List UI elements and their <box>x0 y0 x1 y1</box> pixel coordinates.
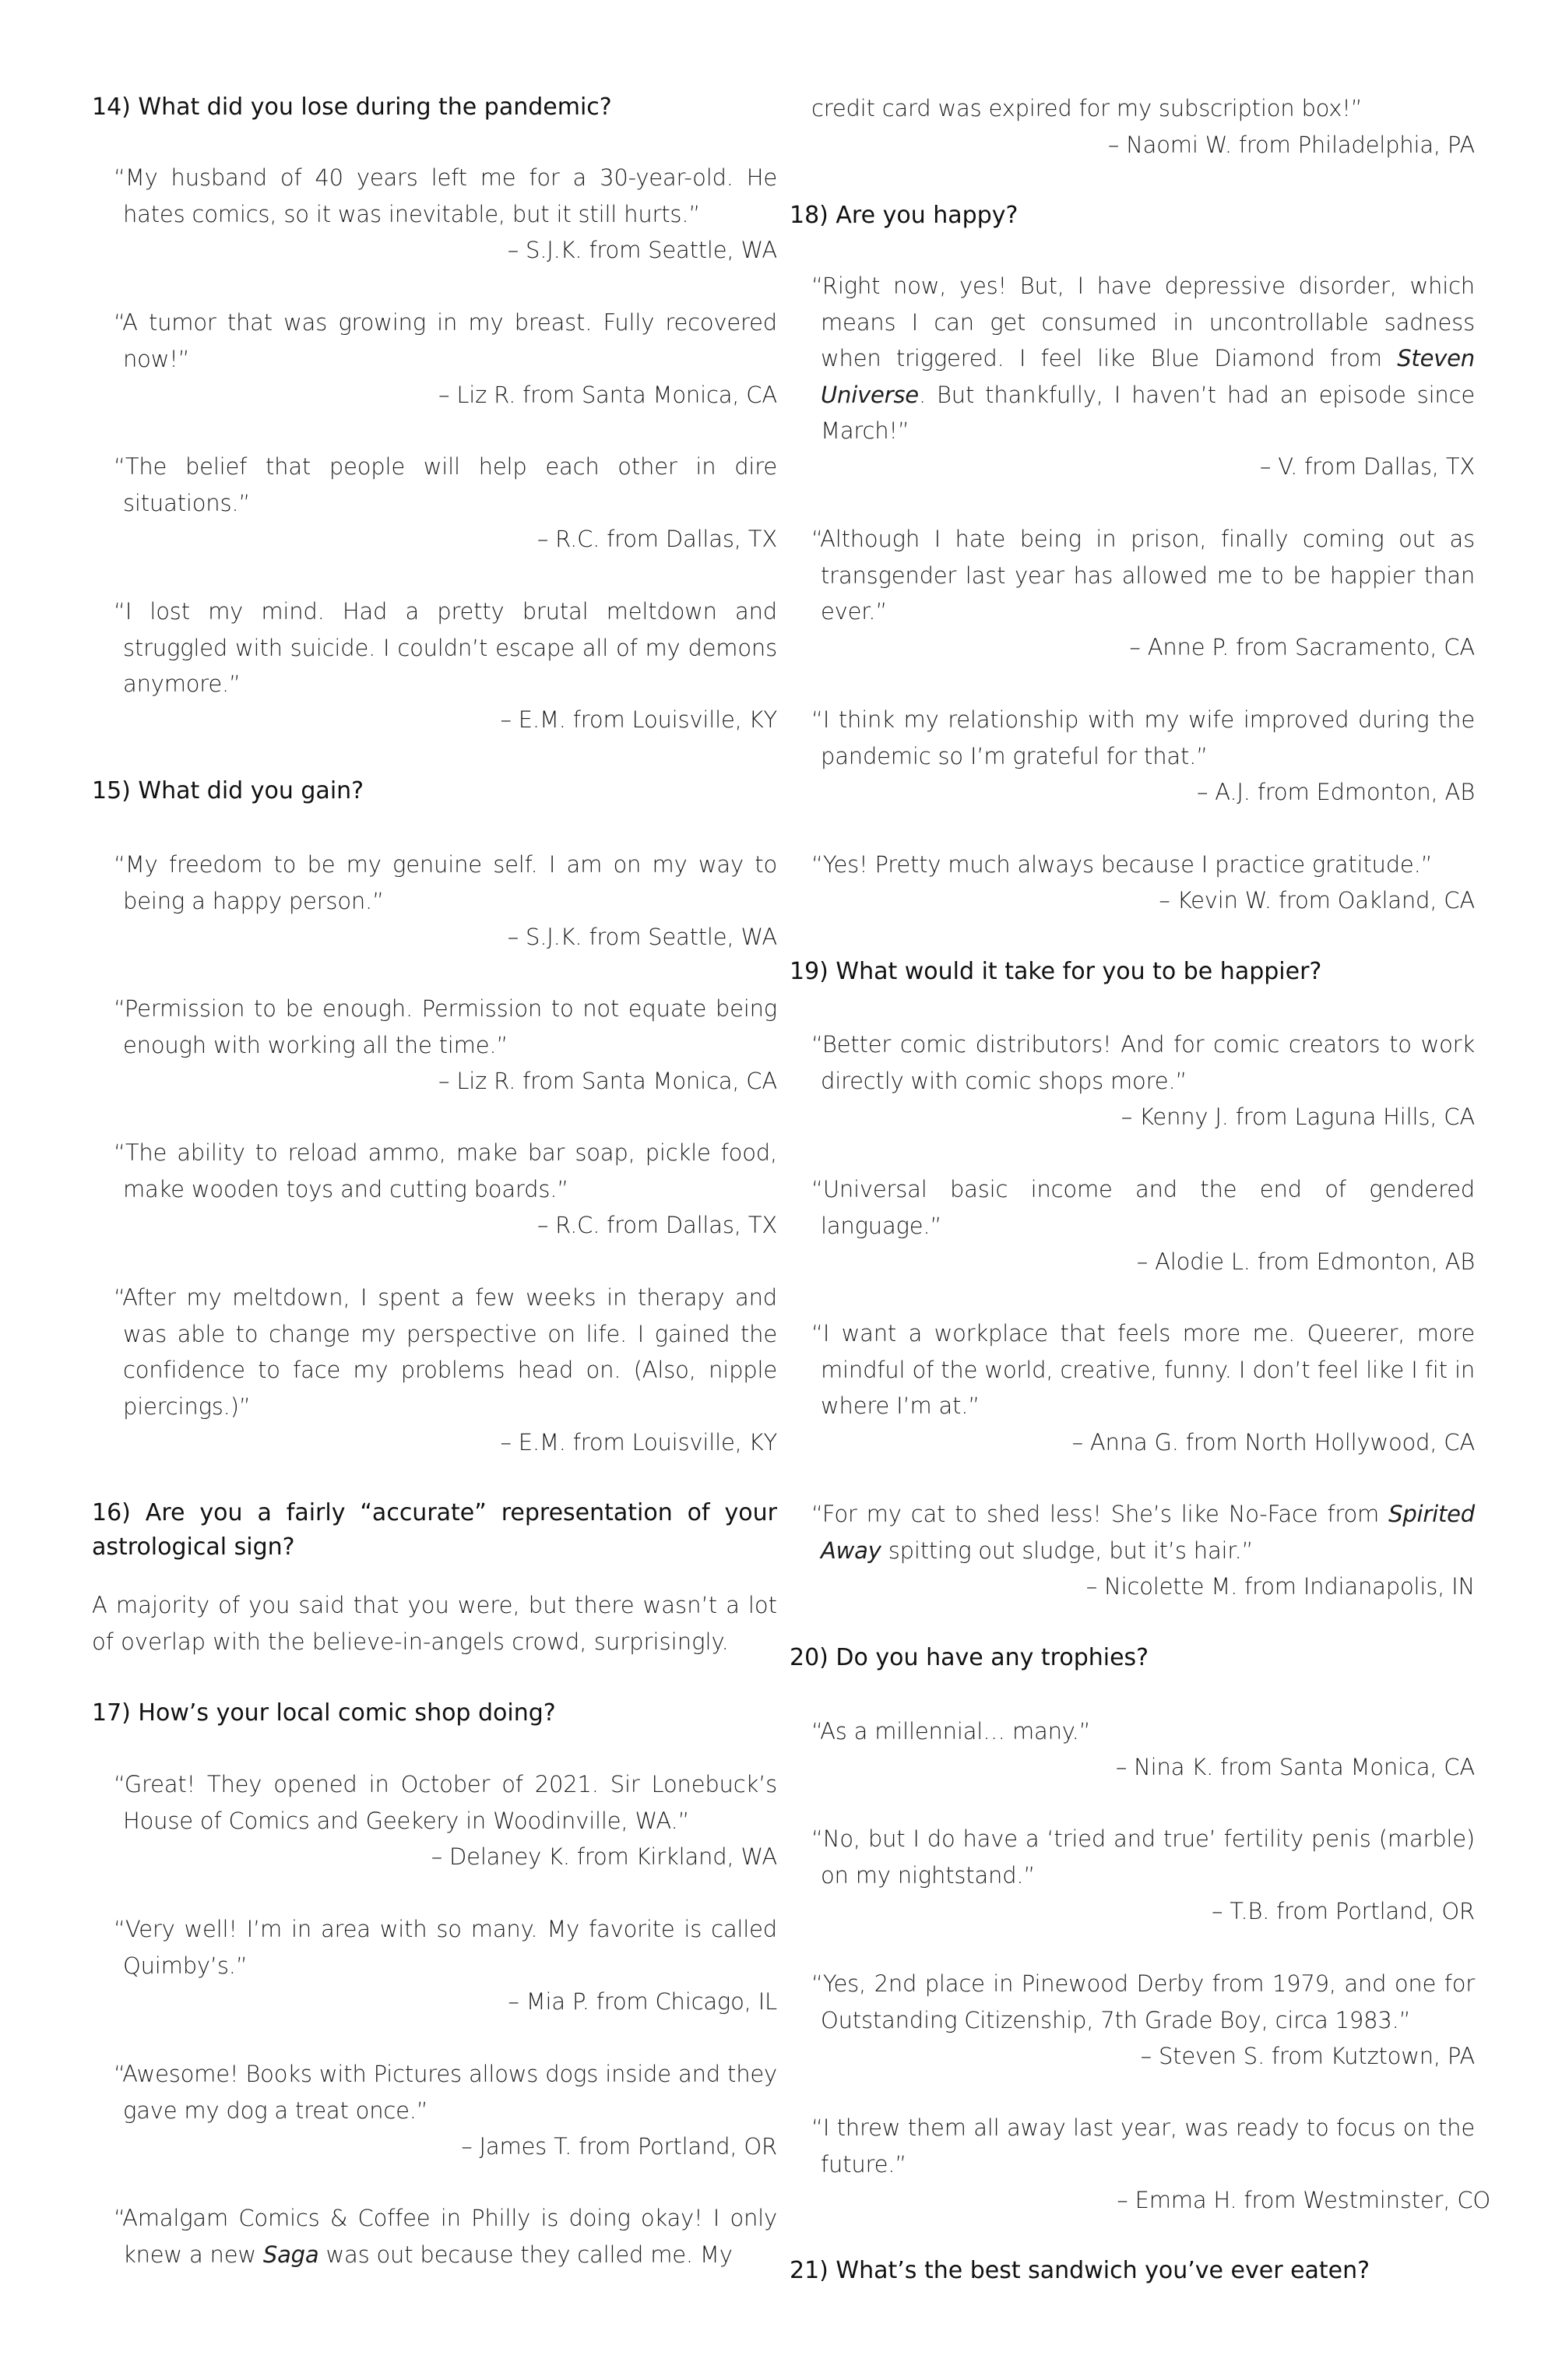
q14-quote-2-attribution: – Liz R. from Santa Monica, CA <box>438 382 777 408</box>
q20-quote-1-attribution: – Nina K. from Santa Monica, CA <box>1115 1754 1475 1780</box>
q19-quote-4-attribution: – Nicolette M. from Indianapolis, IN <box>1085 1573 1475 1600</box>
q14-quote-4-attribution: – E.M. from Louisville, KY <box>500 706 777 733</box>
title-spirited-away: Spirited Away <box>821 1501 1475 1564</box>
q15-quote-1-text: “My freedom to be my genuine self. I am on my way to being a happy person.” <box>114 851 777 914</box>
q18-quote-3-text: “I think my relationship with my wife improved during the pandemic so I’m grateful for that.” <box>811 706 1475 769</box>
q18-quote-4-text: “Yes! Pretty much always because I practice gratitude.” <box>811 851 1433 878</box>
title-saga: Saga <box>262 2241 319 2268</box>
q20-quote-3-text: “Yes, 2nd place in Pinewood Derby from 1979, and one for Outstanding Citizenship, 7th Grade Boy, circa 1983.” <box>811 1970 1475 2033</box>
q15-quote-4-text: “After my meltdown, I spent a few weeks in therapy and was able to change my perspective on life. I gained the confidence to face my problems head on. (Also, nipple piercings.)” <box>114 1284 777 1420</box>
q19-quote-4-text: “For my cat to shed less! She’s like No-Face from Spirited Away spitting out sludge, but it’s hair.” <box>811 1501 1475 1564</box>
q14-quote-3-attribution: – R.C. from Dallas, TX <box>537 526 777 552</box>
q18-quote-2-text: “Although I hate being in prison, finally coming out as transgender last year has allowed me to be happier than ever.” <box>811 526 1475 625</box>
question-16-heading: 16) Are you a fairly “accurate” representation of your astrological sign? <box>92 1499 777 1561</box>
q17-quote-3-text: “Awesome! Books with Pictures allows dogs inside and they gave my dog a treat once.” <box>114 2061 777 2124</box>
q17-continued-text: credit card was expired for my subscription box!” <box>811 95 1363 121</box>
q17-quote-4-text: “Amalgam Comics & Coffee in Philly is doing okay! I only knew a new Saga was out because they called me. My <box>114 2205 777 2268</box>
q16-paragraph: A majority of you said that you were, but there wasn’t a lot of overlap with the believe-in-angels crowd, surprisingly. <box>92 1592 777 1655</box>
q17-quote-1-attribution: – Delaney K. from Kirkland, WA <box>431 1843 777 1870</box>
q18-quote-4-attribution: – Kevin W. from Oakland, CA <box>1159 887 1475 914</box>
q18-quote-1-text: “Right now, yes! But, I have depressive disorder, which means I can get consumed in uncontrollable sadness when triggered. I feel like Blue Diamond from Steven Universe. But thankfully, I haven’t had an episode since March!” <box>811 273 1475 444</box>
q20-quote-4-text: “I threw them all away last year, was ready to focus on the future.” <box>811 2114 1475 2178</box>
q20-quote-4-attribution: – Emma H. from Westminster, CO <box>1117 2187 1490 2213</box>
question-18-heading: 18) Are you happy? <box>790 202 1019 229</box>
title-steven-universe: Steven Universe <box>821 345 1475 408</box>
question-15-heading: 15) What did you gain? <box>92 777 364 804</box>
q14-quote-1-text: “My husband of 40 years left me for a 30-year-old. He hates comics, so it was inevitable, but it still hurts.” <box>114 164 777 227</box>
q15-quote-2-text: “Permission to be enough. Permission to not equate being enough with working all the time.” <box>114 995 777 1058</box>
q19-quote-2-attribution: – Alodie L. from Edmonton, AB <box>1136 1248 1475 1275</box>
q15-quote-3-attribution: – R.C. from Dallas, TX <box>537 1212 777 1238</box>
q19-quote-1-attribution: – Kenny J. from Laguna Hills, CA <box>1121 1104 1475 1130</box>
question-20-heading: 20) Do you have any trophies? <box>790 1644 1149 1671</box>
q19-quote-3-text: “I want a workplace that feels more me. Queerer, more mindful of the world, creative, funny. I don’t feel like I fit in where I’m at.” <box>811 1320 1475 1419</box>
q19-quote-1-text: “Better comic distributors! And for comic creators to work directly with comic shops more.” <box>811 1031 1475 1094</box>
q18-quote-3-attribution: – A.J. from Edmonton, AB <box>1196 779 1475 805</box>
q17-quote-1-text: “Great! They opened in October of 2021. Sir Lonebuck’s House of Comics and Geekery in Woodinville, WA.” <box>114 1771 777 1834</box>
q18-quote-2-attribution: – Anne P. from Sacramento, CA <box>1129 634 1475 660</box>
q17-quote-2-attribution: – Mia P. from Chicago, IL <box>508 1988 777 2015</box>
q17-continued-attribution: – Naomi W. from Philadelphia, PA <box>1107 132 1475 158</box>
q19-quote-3-attribution: – Anna G. from North Hollywood, CA <box>1071 1429 1475 1456</box>
q18-quote-1-attribution: – V. from Dallas, TX <box>1259 453 1475 480</box>
q17-quote-2-text: “Very well! I’m in area with so many. My favorite is called Quimby’s.” <box>114 1916 777 1979</box>
q15-quote-2-attribution: – Liz R. from Santa Monica, CA <box>438 1068 777 1094</box>
q15-quote-4-attribution: – E.M. from Louisville, KY <box>500 1429 777 1456</box>
q14-quote-3-text: “The belief that people will help each other in dire situations.” <box>114 453 777 516</box>
question-14-heading: 14) What did you lose during the pandemic? <box>92 93 612 121</box>
q19-quote-2-text: “Universal basic income and the end of gendered language.” <box>811 1176 1475 1239</box>
q14-quote-4-text: “I lost my mind. Had a pretty brutal meltdown and struggled with suicide. I couldn’t escape all of my demons anymore.” <box>114 598 777 697</box>
q15-quote-1-attribution: – S.J.K. from Seattle, WA <box>507 924 777 950</box>
question-21-heading: 21) What’s the best sandwich you’ve ever eaten? <box>790 2257 1370 2284</box>
q20-quote-2-attribution: – T.B. from Portland, OR <box>1211 1898 1475 1924</box>
question-19-heading: 19) What would it take for you to be happier? <box>790 958 1322 985</box>
q20-quote-3-attribution: – Steven S. from Kutztown, PA <box>1140 2043 1475 2069</box>
q20-quote-2-text: “No, but I do have a ‘tried and true’ fertility penis (marble) on my nightstand.” <box>811 1825 1475 1889</box>
q15-quote-3-text: “The ability to reload ammo, make bar soap, pickle food, make wooden toys and cutting boards.” <box>114 1139 777 1202</box>
q20-quote-1-text: “As a millennial… many.” <box>811 1718 1091 1745</box>
q14-quote-1-attribution: – S.J.K. from Seattle, WA <box>507 237 777 263</box>
q17-quote-3-attribution: – James T. from Portland, OR <box>461 2133 777 2160</box>
q14-quote-2-text: “A tumor that was growing in my breast. Fully recovered now!” <box>114 309 777 372</box>
question-17-heading: 17) How’s your local comic shop doing? <box>92 1699 556 1727</box>
